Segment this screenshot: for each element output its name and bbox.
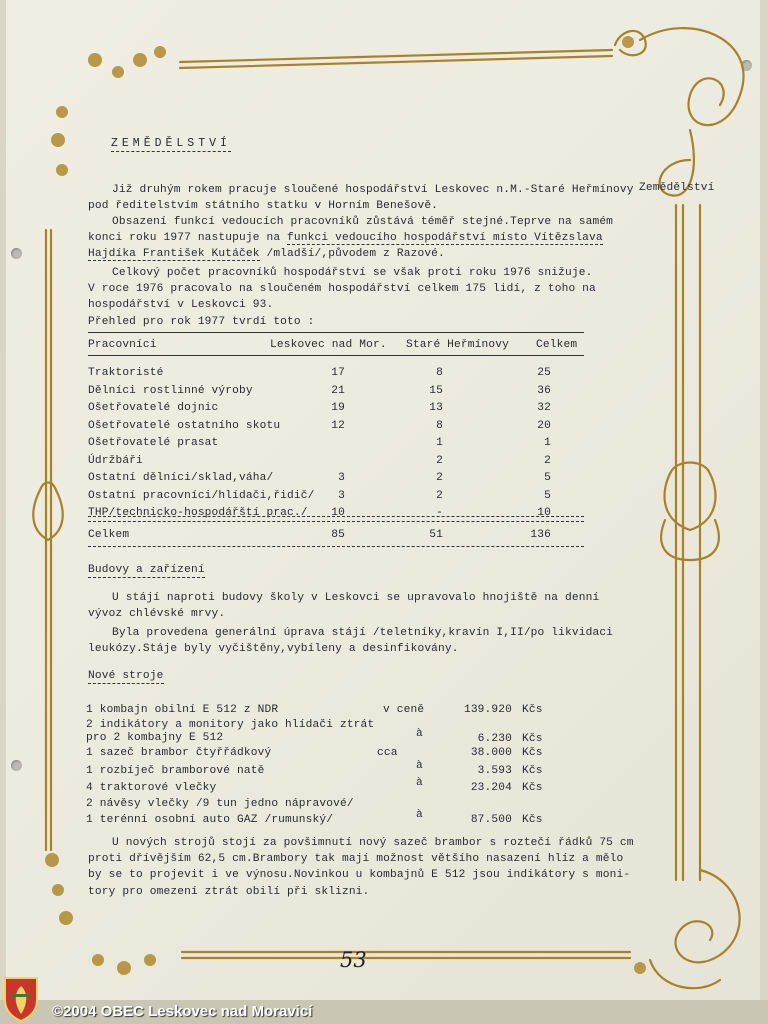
paragraph-line: Již druhým rokem pracuje sloučené hospodářství Leskovec n.M.-Staré Heřmínovy <box>112 184 634 196</box>
total-value: 85 <box>331 529 345 541</box>
table-cell-value: 1 <box>544 437 551 449</box>
machine-description: 1 rozbíječ bramborové natě <box>86 765 265 777</box>
machine-price: 38.000 <box>470 747 512 759</box>
total-value: 51 <box>429 529 443 541</box>
table-cell-value: 8 <box>436 367 443 379</box>
table-header: Celkem <box>536 339 578 351</box>
table-cell-value: 5 <box>544 489 551 502</box>
copyright-text: ©2004 OBEC Leskovec nad Moravicí <box>52 1003 313 1020</box>
machine-price: 87.500 <box>470 814 512 826</box>
table-rule <box>88 521 584 522</box>
table-cell-value: 1 <box>436 437 443 449</box>
machine-description: 4 traktorové vlečky <box>86 782 217 794</box>
text-span: konci roku 1977 nastupuje na <box>88 232 288 244</box>
table-cell-value: 17 <box>331 367 345 379</box>
machine-currency: Kčs <box>522 814 543 826</box>
table-cell-value: 5 <box>544 472 551 484</box>
paragraph-line: tory pro omezení ztrát obilí při sklizni. <box>88 886 370 898</box>
table-cell-label: Ošetřovatelé prasat <box>88 437 219 449</box>
table-cell-value: 13 <box>429 402 443 414</box>
table-rule <box>88 546 584 547</box>
machine-currency: Kčs <box>522 782 543 794</box>
table-cell-value: 2 <box>436 454 443 467</box>
table-cell-value: 12 <box>331 419 345 432</box>
table-cell-label: Dělníci rostlinné výroby <box>88 384 253 397</box>
table-cell-value: 21 <box>331 384 345 397</box>
table-cell-value: 10 <box>331 507 345 519</box>
paragraph-line <box>88 231 603 245</box>
machine-price-qualifier: à <box>416 809 423 821</box>
section-heading: ZEMĚDĚLSTVÍ <box>111 137 231 150</box>
table-rule <box>88 355 584 356</box>
paragraph-line: hospodářství v Leskovci 93. <box>88 299 274 311</box>
table-cell-value: 2 <box>436 489 443 502</box>
table-cell-label: Ošetřovatelé dojnic <box>88 402 219 414</box>
table-rule <box>88 516 584 517</box>
table-cell-value: 36 <box>537 384 551 397</box>
table-cell-value: 25 <box>537 367 551 379</box>
machine-description: pro 2 kombajny E 512 <box>86 732 224 744</box>
machine-description: 1 terénní osobní auto GAZ /rumunský/ <box>86 814 334 826</box>
table-cell-value: 2 <box>544 454 551 467</box>
page-number: 53 <box>340 948 367 972</box>
paragraph-line <box>88 247 445 261</box>
table-cell-value: 2 <box>436 472 443 484</box>
machine-price-qualifier: à <box>416 728 423 740</box>
machine-price: 3.593 <box>477 765 512 777</box>
table-cell-value: 19 <box>331 402 345 414</box>
paragraph-line: Byla provedena generální úprava stájí /teletníky,kravín I,II/po likvidaci <box>112 627 614 639</box>
total-label: Celkem <box>88 529 130 541</box>
table-cell-value: 3 <box>338 489 345 502</box>
paragraph-line: U nových strojů stojí za povšimnutí nový sazeč brambor s roztečí řádků 75 cm <box>112 837 634 849</box>
paragraph-line: vývoz chlévské mrvy. <box>88 608 226 620</box>
table-cell-label: THP/technicko-hospodářští prac./ <box>88 507 308 519</box>
table-header: Leskovec nad Mor. <box>270 339 387 351</box>
table-cell-value: 15 <box>429 384 443 397</box>
table-cell-label: Ostatní dělníci/sklad,váha/ <box>88 472 274 484</box>
margin-note: Zemědělství <box>639 182 715 194</box>
table-header: Staré Heřmínovy <box>406 339 509 351</box>
paragraph-line: pod ředitelstvím státního statku v Horním Benešově. <box>88 200 439 212</box>
table-cell-label: Ošetřovatelé ostatního skotu <box>88 419 281 432</box>
total-value: 136 <box>530 529 551 541</box>
table-cell-value: 20 <box>537 419 551 432</box>
paragraph-line: V roce 1976 pracovalo na sloučeném hospodářství celkem 175 lidí, z toho na <box>88 283 596 295</box>
table-cell-label: Traktoristé <box>88 367 164 379</box>
table-cell-value: 10 <box>537 507 551 519</box>
subsection-heading: Budovy a zařízení <box>88 564 205 576</box>
table-cell-value: - <box>436 507 443 519</box>
underlined-text: Hajdíka František Kutáček <box>88 248 260 260</box>
machine-currency: Kčs <box>522 704 543 716</box>
machine-description: 2 indikátory a monitory jako hlídači ztrát <box>86 719 375 731</box>
machine-price-qualifier: cca <box>377 747 398 759</box>
machine-currency: Kčs <box>522 733 543 745</box>
machine-currency: Kčs <box>522 765 543 777</box>
underlined-text: funkci vedoucího hospodářství místo Vítězslava <box>287 232 603 244</box>
table-cell-label: Ostatní pracovníci/hlídači,řidič/ <box>88 489 315 502</box>
table-header: Pracovníci <box>88 339 157 351</box>
table-cell-label: Údržbáři <box>88 454 143 467</box>
machine-price-qualifier: à <box>416 777 423 789</box>
table-cell-value: 3 <box>338 472 345 484</box>
paragraph-line: U stájí naproti budovy školy v Leskovci se upravovalo hnojiště na denní <box>112 592 600 604</box>
machine-description: 2 návěsy vlečky /9 tun jedno nápravové/ <box>86 798 354 810</box>
machine-price: 139.920 <box>463 704 512 716</box>
paragraph-line: Přehled pro rok 1977 tvrdí toto : <box>88 316 315 328</box>
machine-price: 23.204 <box>470 782 512 794</box>
machine-description: 1 sazeč brambor čtyřřádkový <box>86 747 272 759</box>
paragraph-line: Celkový počet pracovníků hospodářství se však proti roku 1976 snižuje. <box>112 267 593 279</box>
machine-currency: Kčs <box>522 747 543 759</box>
machine-price-qualifier: v ceně <box>383 704 425 716</box>
paragraph-line: leukózy.Stáje byly vyčištěny,vybíleny a desinfikovány. <box>88 643 459 655</box>
text-span: /mladší/,původem z Razové. <box>259 248 445 260</box>
paragraph-line: by se to projevit i ve výnosu.Novinkou u kombajnů E 512 jsou indikátory s moni- <box>88 869 631 881</box>
table-rule <box>88 332 584 333</box>
subsection-heading: Nové stroje <box>88 670 164 682</box>
machine-price: 6.230 <box>477 733 512 745</box>
table-cell-value: 32 <box>537 402 551 414</box>
table-cell-value: 8 <box>436 419 443 432</box>
paragraph-line: Obsazení funkcí vedoucích pracovníků zůstává téměř stejné.Teprve na samém <box>112 216 614 228</box>
paragraph-line: proti dřívějším 62,5 cm.Brambory tak mají možnost většího nasazení hlíz a mělo <box>88 853 624 865</box>
machine-description: 1 kombajn obilní E 512 z NDR <box>86 704 279 716</box>
crest-icon <box>2 974 40 1022</box>
machine-price-qualifier: à <box>416 760 423 772</box>
